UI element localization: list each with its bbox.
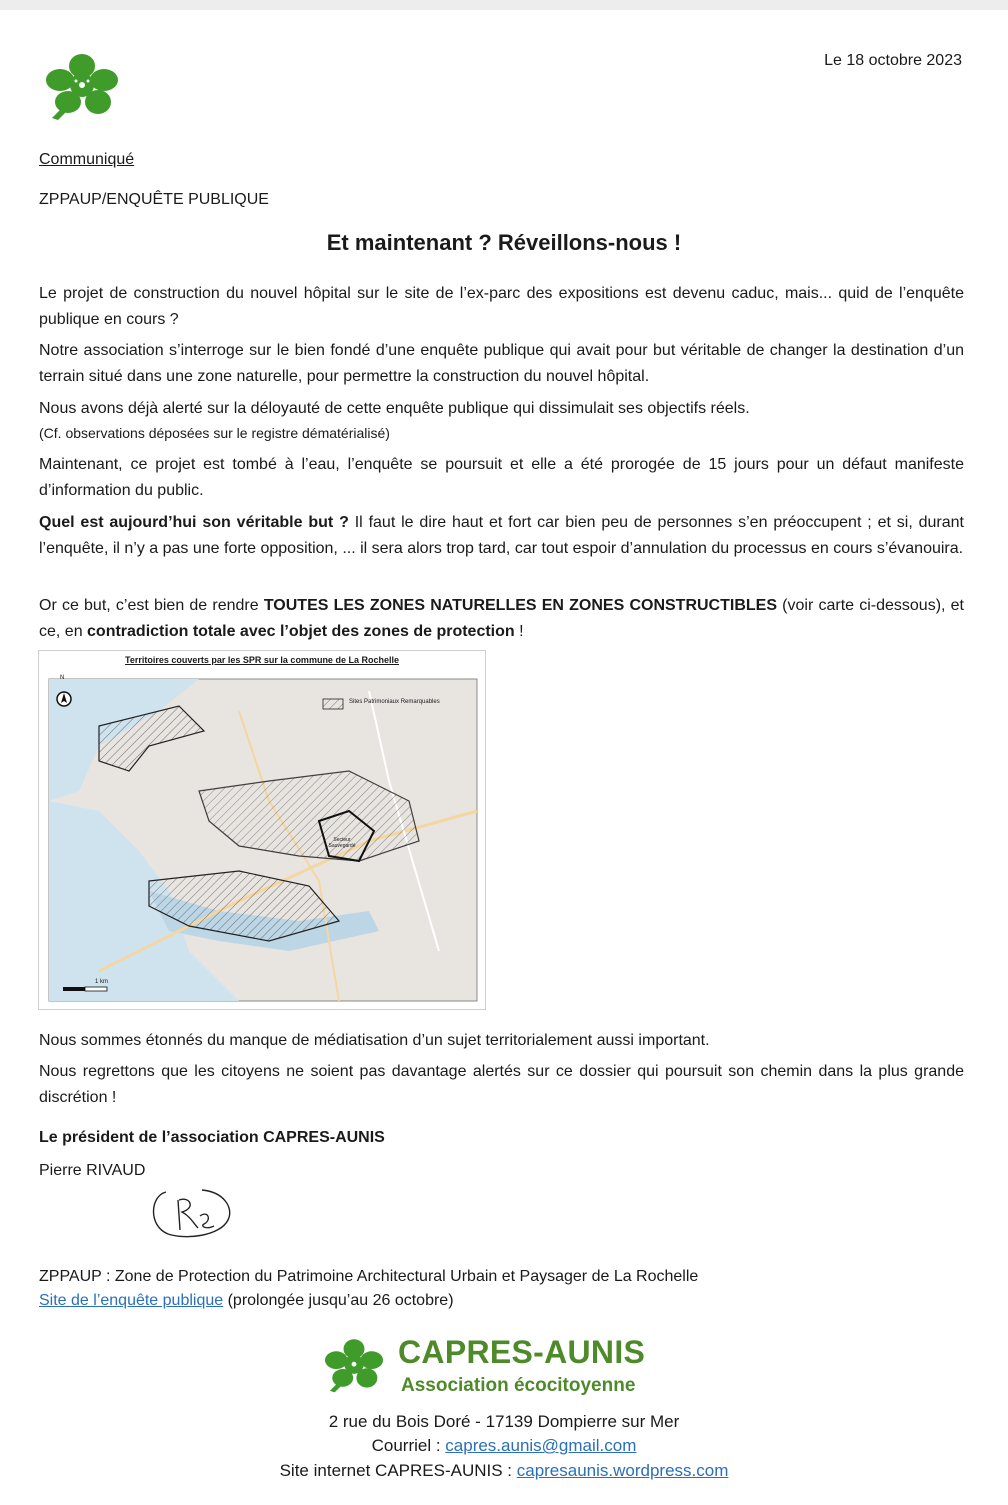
paragraph-6-a: Or ce but, c’est bien de rendre [39, 597, 264, 614]
map-legend: Sites Patrimoniaux Remarquables [349, 699, 440, 705]
footer-subtitle: Association écocitoyenne [401, 1375, 636, 1396]
map-sector-label: Secteur Sauvegardé [328, 837, 356, 849]
map-figure [38, 650, 486, 1010]
paragraph-6-b: (voir carte ci-dessous), et ce, en [39, 597, 964, 640]
signature-name: Pierre RIVAUD [39, 1162, 146, 1179]
paragraph-8: Nous regrettons que les citoyens ne soient pas davantage alertés sur ce dossier qui poursuit son chemin dans la plus grande discrétion ! [39, 1063, 964, 1106]
paragraph-7: Nous sommes étonnés du manque de médiatisation d’un sujet territorialement aussi important. [39, 1032, 710, 1049]
paragraph-6-bold-1: TOUTES LES ZONES NATURELLES EN ZONES CONSTRUCTIBLES [263, 597, 777, 614]
paragraph-5 [39, 510, 964, 562]
footer-site-link[interactable]: capresaunis.wordpress.com [516, 1461, 729, 1480]
footer-address: 2 rue du Bois Doré - 17139 Dompierre sur Mer [328, 1412, 680, 1431]
paragraph-6-c: ! [514, 623, 524, 640]
paragraph-6-bold-2: contradiction totale avec l’objet des zones de protection [87, 623, 515, 640]
map-scale-label: 1 km [95, 979, 109, 985]
handwritten-signature [146, 1186, 236, 1241]
top-strip [0, 0, 1008, 10]
footer-email-label: Courriel : [371, 1436, 446, 1455]
paragraph-3-note: (Cf. observations déposées sur le registre dématérialisé) [39, 425, 390, 441]
date: Le 18 octobre 2023 [824, 52, 962, 69]
paragraph-2: Notre association s’interroge sur le bien fondé d’une enquête publique qui avait pour but véritable de changer la destination d’un terrain situé dans une zone naturelle, pour permettre la construction du nouvel hôpital. [39, 342, 964, 385]
footer-email-link[interactable]: capres.aunis@gmail.com [445, 1436, 637, 1455]
paragraph-1: Le projet de construction du nouvel hôpital sur le site de l’ex-parc des expositions est devenu caduc, mais... quid de l’enquête publique en cours ? [39, 285, 964, 328]
communique-label: Communiqué [39, 151, 135, 168]
zppaup-definition: ZPPAUP : Zone de Protection du Patrimoine Architectural Urbain et Paysager de La Rochelle [39, 1268, 699, 1285]
enquete-link[interactable]: Site de l’enquête publique [39, 1292, 224, 1309]
enquete-note [39, 1288, 964, 1314]
footer-email-line [0, 1436, 1008, 1456]
map-north-label: N [60, 675, 65, 681]
enquete-note-rest: (prolongée jusqu’au 26 octobre) [223, 1292, 454, 1309]
signature-role: Le président de l’association CAPRES-AUNIS [39, 1129, 385, 1146]
flower-logo-icon [38, 50, 126, 122]
footer-site-label: Site internet CAPRES-AUNIS : [279, 1461, 517, 1480]
paragraph-3: Nous avons déjà alerté sur la déloyauté de cette enquête publique qui dissimulait ses objectifs réels. [39, 400, 750, 417]
page-title: Et maintenant ? Réveillons-nous ! [326, 230, 682, 255]
paragraph-5-rest: Il faut le dire haut et fort car bien peu de personnes s’en préoccupent ; et si, durant l’enquête, il n’y a pas une forte opposition, ... il sera alors trop tard, car tout espoir d’annulation du processus en cours s’évanouira. [39, 514, 964, 557]
paragraph-6 [39, 593, 964, 645]
subject: ZPPAUP/ENQUÊTE PUBLIQUE [39, 191, 269, 208]
paragraph-4: Maintenant, ce projet est tombé à l’eau, l’enquête se poursuit et elle a été prorogée de 15 jours pour un défaut manifeste d’information du public. [39, 456, 964, 499]
footer-flower-logo-icon [318, 1336, 390, 1394]
footer-association-name: CAPRES-AUNIS [398, 1334, 646, 1370]
footer-site-line [0, 1461, 1008, 1481]
map-title: Territoires couverts par les SPR sur la commune de La Rochelle [125, 655, 399, 665]
paragraph-5-bold: Quel est aujourd’hui son véritable but ? [39, 514, 349, 531]
